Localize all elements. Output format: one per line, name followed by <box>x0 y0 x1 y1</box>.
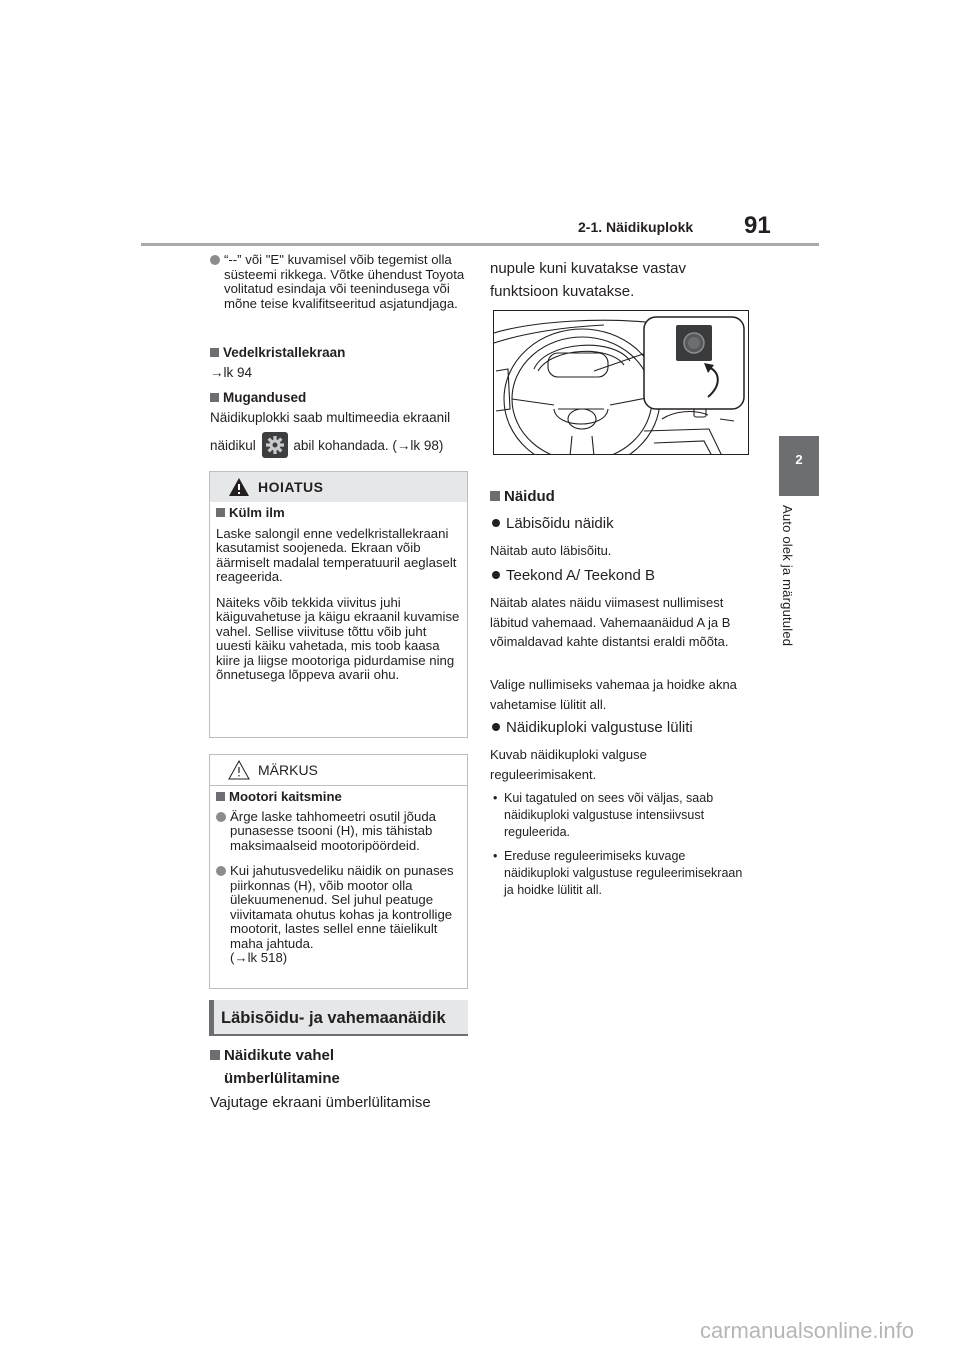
custom-text-line-1: Näidikuplokki saab multimeedia ekraanil <box>210 410 451 425</box>
gauges-heading-text: Näidud <box>504 488 555 505</box>
odo-text: Näitab auto läbisõitu. <box>490 543 612 558</box>
warning-subheading-text: Külm ilm <box>229 505 285 520</box>
bullet-dot: • <box>493 791 498 805</box>
notice-subheading-text: Mootori kaitsmine <box>229 789 342 804</box>
section-title: 2-1. Näidikuplokk <box>578 219 694 235</box>
bullet-note-text: “--” või "E" kuvamisel võib tegemist olla süsteemi rikkega. Võtke ühendust Toyota volitatud esindaja või teenindusega või mõne teise kvalifitseeritud asjatundjaga. <box>224 252 465 311</box>
square-bullet-icon <box>216 508 225 517</box>
square-bullet-icon <box>490 491 500 501</box>
chapter-title <box>780 505 816 705</box>
lcd-reference-text[interactable]: lk 94 <box>223 365 253 380</box>
warning-para-1: Laske salongil enne vedelkristallekraani kasutamist soojeneda. Ekraan võib äärmiselt madalal temperatuuril aeglaselt reageerida. <box>216 525 457 584</box>
bullet-dot <box>492 723 500 731</box>
lcd-heading-text: Vedelkristallekraan <box>223 345 346 360</box>
chapter-number: 2 <box>795 452 803 467</box>
switch-text: Vajutage ekraani ümberlülitamise <box>210 1094 431 1111</box>
header-rule <box>141 243 819 246</box>
notice-box <box>209 754 468 989</box>
arrow-right-icon: → <box>210 365 224 380</box>
warning-subheading <box>216 506 461 521</box>
section-heading <box>209 1000 468 1036</box>
square-bullet-icon <box>210 393 219 402</box>
lcd-heading <box>210 343 470 363</box>
warning-para-2: Näiteks võib tekkida viivitus juhi käiguvahetuse ja käigu ekraanil kuvamise vahel. Sellise viivituse tõttu võib juht uuesti käiku vahetada, mis toob kaasa kiire ja liigse mootoriga pidurdamise ning õnnetusega lõppeva avarii ohu. <box>216 594 460 682</box>
bullet-dot <box>216 812 226 822</box>
custom-heading-text: Mugandused <box>223 390 307 405</box>
notice-header <box>210 755 467 786</box>
lcd-reference <box>210 363 470 383</box>
trip-heading-text: Teekond A/ Teekond B <box>506 567 656 584</box>
custom-heading <box>210 388 470 408</box>
custom-text-2a: näidikul <box>210 438 256 453</box>
switch-heading <box>210 1044 470 1090</box>
bullet-dot <box>210 255 220 265</box>
light-bullet-2 <box>490 848 752 899</box>
warning-header <box>210 472 467 502</box>
bullet-dot <box>492 571 500 579</box>
cont-text-line-2: funktsioon kuvatakse. <box>490 283 635 300</box>
notice-ref[interactable]: lk 518) <box>247 950 288 965</box>
cont-text <box>490 257 752 303</box>
notice-bullet-1-text: Ärge laske tahhomeetri osutil jõuda punasesse tsooni (H), mis tähistab maksimaalseid mootoripöördeid. <box>230 808 436 853</box>
odo-heading-text: Läbisõidu näidik <box>506 515 614 532</box>
arrow-right-icon: → <box>234 950 248 965</box>
light-heading-text: Näidikuploki valgustuse lüliti <box>506 719 693 736</box>
caution-icon <box>228 760 250 785</box>
trip-text-1: Näitab alates näidu viimasest nullimisest läbitud vahemaad. Vahemaanäidud A ja B võimaldavad kahte distantsi eraldi mõõta. <box>490 595 731 649</box>
notice-subheading <box>216 790 461 805</box>
light-text: Kuvab näidikuploki valguse reguleerimisakent. <box>490 747 647 782</box>
cont-text-line-1: nupule kuni kuvatakse vastav <box>490 260 686 277</box>
warning-title: HOIATUS <box>258 479 324 495</box>
odo-heading <box>490 515 752 532</box>
custom-text-2b: abil kohandada. ( <box>293 438 397 453</box>
notice-title: MÄRKUS <box>258 762 318 778</box>
custom-ref[interactable]: lk 98) <box>410 438 444 453</box>
bullet-dot: • <box>493 849 498 863</box>
watermark: carmanualsonline.info <box>700 1318 915 1343</box>
bullet-dot <box>216 866 226 876</box>
page-number: 91 <box>744 212 771 239</box>
light-heading <box>490 719 752 736</box>
switch-heading-line-2: ümberlülitamine <box>224 1070 340 1087</box>
custom-text-line-2 <box>210 432 480 458</box>
trip-text-2: Valige nullimiseks vahemaa ja hoidke akna vahetamise lülitit all. <box>490 677 737 712</box>
bullet-dot <box>492 519 500 527</box>
switch-heading-line-1: Näidikute vahel <box>224 1047 335 1064</box>
square-bullet-icon <box>216 792 225 801</box>
trip-heading <box>490 567 752 584</box>
bullet-note <box>210 253 472 311</box>
square-bullet-icon <box>210 1050 220 1060</box>
arrow-right-icon: → <box>396 438 411 453</box>
light-bullet-2-text: Ereduse reguleerimiseks kuvage näidikuploki valgustuse reguleerimisekraan ja hoidke lülitit all. <box>504 849 743 897</box>
notice-bullet-2-text: Kui jahutusvedeliku näidik on punases piirkonnas (H), võib mootor olla ülekuumenenud. Sel juhul peatuge viivitamata ohutus kohas ja kontrollige mootorit, lastes sellel enne täielikult maha jahtuda. <box>230 863 454 951</box>
gear-icon <box>262 432 288 458</box>
notice-bullet-1 <box>216 810 461 854</box>
gauges-heading <box>490 488 752 505</box>
warning-box <box>209 471 468 738</box>
light-bullet-1 <box>490 790 740 841</box>
light-bullet-1-text: Kui tagatuled on sees või väljas, saab näidikuploki valgustuse intensiivsust reguleerida. <box>504 791 714 839</box>
section-heading-text: Läbisõidu- ja vahemaanäidik <box>221 1009 446 1027</box>
warning-icon <box>228 477 250 502</box>
steering-wheel-illustration <box>493 310 749 455</box>
square-bullet-icon <box>210 348 219 357</box>
chapter-title-text: Auto olek ja märgutuled <box>780 505 795 647</box>
notice-bullet-2: Kui jahutusvedeliku näidik on punases piirkonnas (H), võib mootor olla ülekuumenenud. Sel juhul peatuge viivitamata ohutus kohas ja kontrollige mootorit, lastes sellel enne täielikult maha jahtuda. (→lk 518) <box>216 864 461 966</box>
